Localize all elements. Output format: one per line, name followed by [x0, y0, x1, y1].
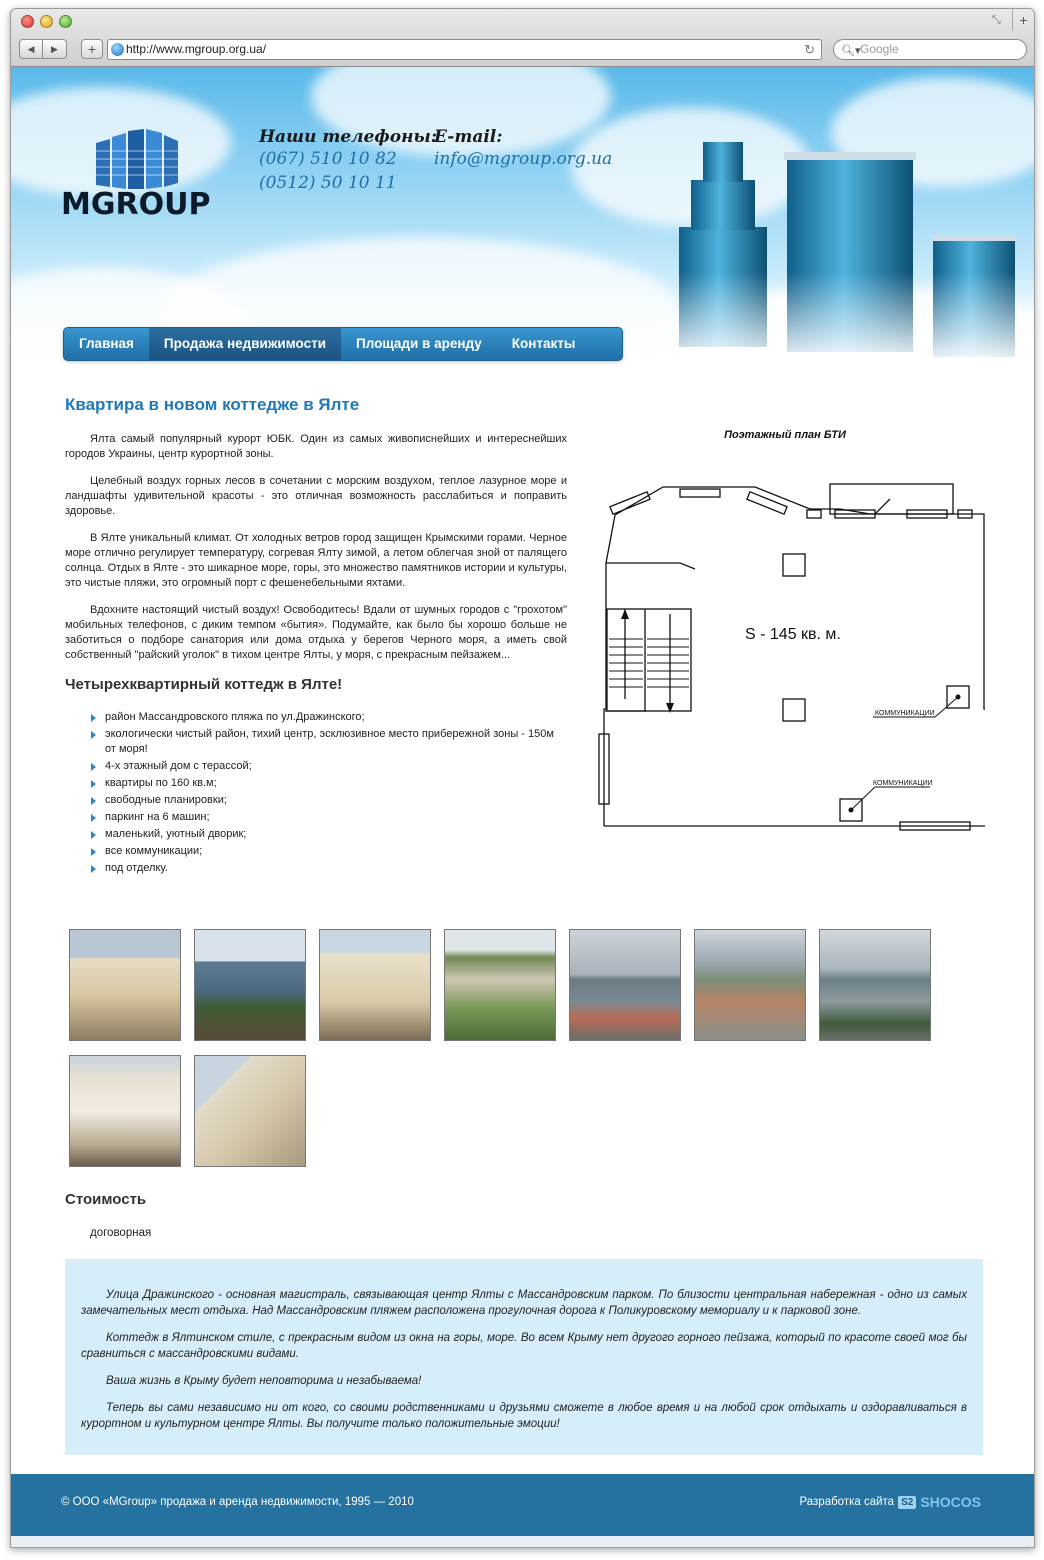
price-value: договорная	[90, 1227, 152, 1239]
features-heading: Четырехквартирный коттедж в Ялте!	[65, 676, 343, 693]
info-paragraph: Коттедж в Ялтинском стиле, с прекрасным видом из окна на горы, море. Во всем Крыму нет другого горного пейзажа, который по красоте своей мог бы сравниться с массандровскими видами.	[81, 1332, 967, 1360]
gallery-thumbnail[interactable]	[694, 929, 806, 1041]
close-window-button[interactable]	[21, 15, 34, 28]
price-heading: Стоимость	[65, 1191, 147, 1208]
info-box	[65, 1259, 983, 1455]
list-item: паркинг на 6 машин;	[91, 810, 567, 825]
article-paragraph: Целебный воздух горных лесов в сочетании с морским воздухом, теплое лазурное море и ландшафты удивительной красоты - это отличная возможность расслабиться и поправить здоровье.	[65, 475, 567, 517]
search-placeholder: Google	[860, 42, 899, 56]
browser-toolbar	[11, 9, 1034, 67]
article-paragraph: Вдохните настоящий чистый воздух! Освободитесь! Вдали от шумных городов с "грохотом" мобильных телефонов, с диким темпом «бытия». Подумайте, как было бы хорошо больше не заботиться о подборе санатория или дома отдыха у берегов Черного моря, а иметь свой собственный "райский уголок" в тихом центре Ялты, у моря, с прекрасным пейзажем...	[65, 604, 567, 661]
developer-logo[interactable]: SHOCOS	[920, 1494, 981, 1510]
back-button[interactable]: ◀	[19, 39, 43, 59]
browser-window	[10, 8, 1035, 1548]
developer-badge: S2	[898, 1496, 916, 1509]
gallery-thumbnail[interactable]	[69, 929, 181, 1041]
reload-icon[interactable]: ↻	[804, 42, 815, 57]
list-item: экологически чистый район, тихий центр, эсклюзивное место прибережной зоны - 150м от моря!	[91, 727, 567, 757]
floor-plan	[585, 429, 985, 864]
web-page	[11, 67, 1035, 1548]
list-item: квартиры по 160 кв.м;	[91, 776, 567, 791]
history-buttons	[19, 39, 67, 59]
developer-credit[interactable]	[799, 1494, 981, 1510]
list-item: 4-х этажный дом с терассой;	[91, 759, 567, 774]
skyscrapers-illustration	[679, 142, 1035, 357]
window-controls	[21, 15, 72, 28]
developer-label: Разработка сайта	[799, 1496, 895, 1508]
gallery-thumbnail[interactable]	[319, 929, 431, 1041]
gallery-thumbnail[interactable]	[194, 929, 306, 1041]
resize-icon: ⤡	[992, 14, 1001, 26]
floor-plan-title: Поэтажный план БТИ	[724, 429, 846, 441]
gallery-thumbnail[interactable]	[194, 1055, 306, 1167]
floor-plan-drawing	[585, 449, 985, 869]
site-footer	[11, 1474, 1035, 1536]
page-bottom	[11, 1536, 1035, 1548]
menu-item-rent[interactable]: Площади в аренду	[356, 336, 482, 351]
info-paragraph: Теперь вы сами независимо ни от кого, со своими родственниками и друзьями сможете в любое время и на любой срок отдыхать и оздоравливаться в курортном и культурном центре Ялты. Вы получите только положительные эмоции!	[81, 1402, 967, 1430]
add-bookmark-button[interactable]: +	[81, 39, 103, 59]
email-label: E-mail:	[434, 127, 503, 147]
new-tab-button[interactable]: +	[1012, 9, 1034, 31]
logo-building-icon	[96, 129, 216, 189]
communications-label: КОММУНИКАЦИИ	[873, 780, 933, 787]
gallery-thumbnail[interactable]	[569, 929, 681, 1041]
article-paragraph: В Ялте уникальный климат. От холодных ветров город защищен Крымскими горами. Черное море отлично регулирует температуру, согревая Ялту зимой, а летом облегчая зной от палящего солнца. Отдых в Ялте - это шикарное море, горы, это множество памятников истории и культуры, это чистые пляжи, это огромный порт с фешенебельными яхтами.	[65, 532, 567, 589]
zoom-window-button[interactable]	[59, 15, 72, 28]
info-paragraph: Ваша жизнь в Крыму будет неповторима и незабываема!	[106, 1375, 422, 1387]
minimize-window-button[interactable]	[40, 15, 53, 28]
features-list	[65, 710, 567, 876]
gallery-thumbnail[interactable]	[69, 1055, 181, 1167]
phone-2: (0512) 50 10 11	[259, 173, 397, 193]
article-text	[65, 432, 567, 878]
site-logo[interactable]	[61, 129, 211, 229]
url-text: http://www.mgroup.org.ua/	[126, 42, 267, 56]
list-item: все коммуникации;	[91, 844, 567, 859]
article-paragraph: Ялта самый популярный курорт ЮБК. Один из самых живописнейших и интереснейших городов Украины, центр курортной зоны.	[65, 433, 567, 460]
globe-icon	[111, 43, 124, 56]
list-item: под отделку.	[91, 861, 567, 876]
gallery-thumbnail[interactable]	[819, 929, 931, 1041]
menu-item-sale[interactable]: Продажа недвижимости	[149, 328, 341, 360]
site-header	[11, 67, 1035, 357]
address-bar[interactable]	[107, 39, 822, 60]
list-item: район Массандровского пляжа по ул.Дражинского;	[91, 710, 567, 725]
page-title: Квартира в новом коттедже в Ялте	[65, 395, 360, 414]
search-field[interactable]	[833, 39, 1027, 60]
search-icon: 🔍︎▾	[841, 45, 861, 57]
menu-item-home[interactable]: Главная	[79, 336, 134, 351]
gallery-thumbnail[interactable]	[444, 929, 556, 1041]
logo-text: MGROUP	[61, 187, 211, 222]
forward-button[interactable]: ▶	[43, 39, 67, 59]
phone-1: (067) 510 10 82	[259, 149, 397, 169]
copyright-text: © ООО «MGroup» продажа и аренда недвижимости, 1995 — 2010	[61, 1496, 414, 1508]
menu-item-contacts[interactable]: Контакты	[511, 336, 576, 351]
floor-area-label: S - 145 кв. м.	[745, 626, 841, 643]
list-item: свободные планировки;	[91, 793, 567, 808]
communications-label: КОММУНИКАЦИИ	[875, 710, 935, 717]
main-menu	[63, 327, 623, 361]
info-paragraph: Улица Дражинского - основная магистраль, связывающая центр Ялты с Массандровским парком. По близости центральная набережная - одно из самых замечательных мест отдыха. Над Массандровским пляжем расположена прогулочная дорога к Поликуровскому мемориалу и к парковой зоне.	[81, 1289, 967, 1317]
phones-label: Наши телефоны:	[259, 127, 438, 147]
email-link[interactable]: info@mgroup.org.ua	[434, 149, 613, 169]
list-item: маленький, уютный дворик;	[91, 827, 567, 842]
